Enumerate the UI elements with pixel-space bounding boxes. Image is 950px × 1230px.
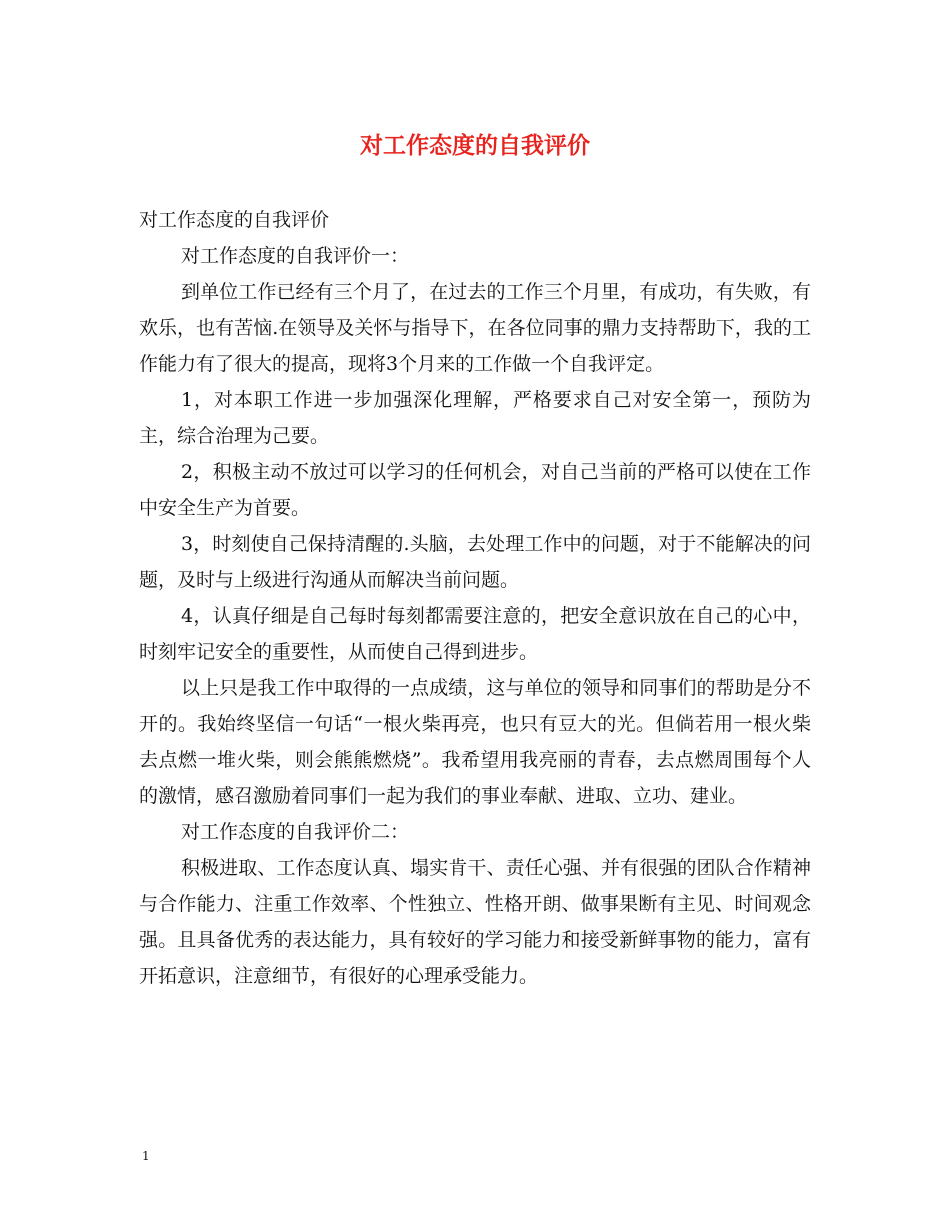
paragraph-item-3: 3，时刻使自己保持清醒的.头脑，去处理工作中的问题，对于不能解决的问题，及时与上级进行沟通从而解决当前问题。 <box>139 533 811 591</box>
subsection-heading-two: 对工作态度的自我评价二： <box>181 821 410 843</box>
paragraph-item-2: 2，积极主动不放过可以学习的任何机会，对自己当前的严格可以使在工作中安全生产为首要。 <box>139 461 811 519</box>
page-number: 1 <box>142 1149 150 1163</box>
document-body <box>139 202 811 994</box>
paragraph-item-4: 4，认真仔细是自己每时每刻都需要注意的，把安全意识放在自己的心中，时刻牢记安全的重要性，从而使自己得到进步。 <box>139 605 811 663</box>
paragraph-item-1: 1，对本职工作进一步加强深化理解，严格要求自己对安全第一，预防为主，综合治理为己要。 <box>139 389 811 447</box>
paragraph-intro: 到单位工作已经有三个月了，在过去的工作三个月里，有成功，有失败，有欢乐，也有苦恼.在领导及关怀与指导下，在各位同事的鼎力支持帮助下，我的工作能力有了很大的提高，现将3个月来的工作做一个自我评定。 <box>139 281 811 375</box>
paragraph-evaluation-two: 积极进取、工作态度认真、塌实肯干、责任心强、并有很强的团队合作精神与合作能力、注重工作效率、个性独立、性格开朗、做事果断有主见、时间观念强。且具备优秀的表达能力，具有较好的学习能力和接受新鲜事物的能力，富有开拓意识，注意细节，有很好的心理承受能力。 <box>139 857 811 987</box>
paragraph-summary: 以上只是我工作中取得的一点成绩，这与单位的领导和同事们的帮助是分不开的。我始终坚信一句话“一根火柴再亮，也只有豆大的光。但倘若用一根火柴去点燃一堆火柴，则会熊熊燃烧”。我希望用我亮丽的青春，去点燃周围每个人的激情，感召激励着同事们一起为我们的事业奉献、进取、立功、建业。 <box>139 677 811 807</box>
subsection-heading-one: 对工作态度的自我评价一： <box>181 245 410 267</box>
page-title: 对工作态度的自我评价 <box>360 132 590 159</box>
section-heading: 对工作态度的自我评价 <box>139 209 330 231</box>
